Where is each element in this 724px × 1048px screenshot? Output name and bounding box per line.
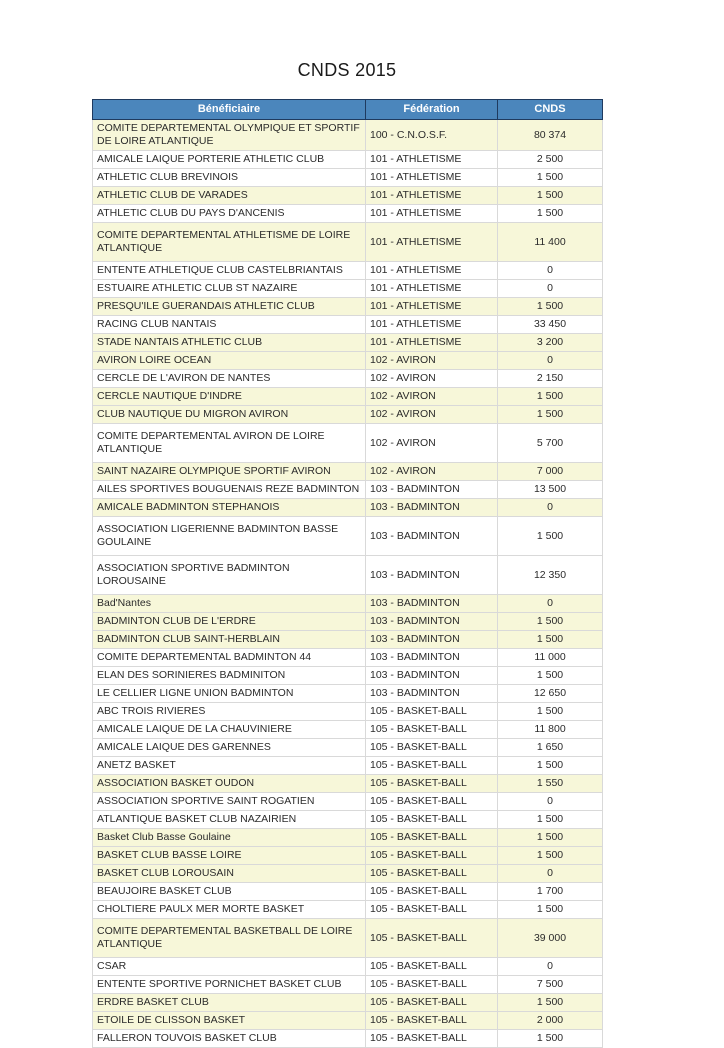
cell-cnds: 1 500 xyxy=(498,187,603,205)
cell-cnds: 1 500 xyxy=(498,757,603,775)
table-row xyxy=(93,1012,603,1030)
cell-cnds: 0 xyxy=(498,958,603,976)
table-row xyxy=(93,757,603,775)
table-row xyxy=(93,847,603,865)
table-row xyxy=(93,334,603,352)
cell-beneficiaire: RACING CLUB NANTAIS xyxy=(93,316,366,334)
cell-cnds: 13 500 xyxy=(498,481,603,499)
table-row xyxy=(93,667,603,685)
table-row xyxy=(93,958,603,976)
cell-cnds: 33 450 xyxy=(498,316,603,334)
cell-beneficiaire: ATHLETIC CLUB DU PAYS D'ANCENIS xyxy=(93,205,366,223)
cell-federation: 101 - ATHLETISME xyxy=(366,316,498,334)
cell-cnds: 1 650 xyxy=(498,739,603,757)
table-row xyxy=(93,739,603,757)
cell-beneficiaire: AVIRON LOIRE OCEAN xyxy=(93,352,366,370)
cell-federation: 105 - BASKET-BALL xyxy=(366,919,498,958)
cell-beneficiaire: COMITE DEPARTEMENTAL BADMINTON 44 xyxy=(93,649,366,667)
table-row xyxy=(93,811,603,829)
cell-federation: 105 - BASKET-BALL xyxy=(366,703,498,721)
cell-cnds: 0 xyxy=(498,595,603,613)
cell-cnds: 7 500 xyxy=(498,976,603,994)
cell-federation: 103 - BADMINTON xyxy=(366,631,498,649)
cell-cnds: 0 xyxy=(498,865,603,883)
cell-federation: 105 - BASKET-BALL xyxy=(366,739,498,757)
cell-federation: 101 - ATHLETISME xyxy=(366,334,498,352)
cell-beneficiaire: ANETZ BASKET xyxy=(93,757,366,775)
header-cnds: CNDS xyxy=(498,100,603,120)
cell-cnds: 0 xyxy=(498,793,603,811)
table-row xyxy=(93,901,603,919)
table-body xyxy=(93,120,603,1048)
cell-federation: 103 - BADMINTON xyxy=(366,556,498,595)
cell-beneficiaire: ABC TROIS RIVIERES xyxy=(93,703,366,721)
cell-beneficiaire: Basket Club Basse Goulaine xyxy=(93,829,366,847)
table-row xyxy=(93,463,603,481)
cell-cnds: 1 500 xyxy=(498,169,603,187)
table-row xyxy=(93,424,603,463)
table-row xyxy=(93,169,603,187)
cell-beneficiaire: AMICALE LAIQUE DES GARENNES xyxy=(93,739,366,757)
cell-cnds: 1 500 xyxy=(498,1030,603,1048)
table-row xyxy=(93,649,603,667)
cell-federation: 103 - BADMINTON xyxy=(366,481,498,499)
cell-beneficiaire: ASSOCIATION SPORTIVE BADMINTON LOROUSAINE xyxy=(93,556,366,595)
table-row xyxy=(93,352,603,370)
cell-cnds: 1 500 xyxy=(498,667,603,685)
cell-cnds: 11 800 xyxy=(498,721,603,739)
cell-beneficiaire: BADMINTON CLUB DE L'ERDRE xyxy=(93,613,366,631)
table-row xyxy=(93,865,603,883)
cell-beneficiaire: ENTENTE SPORTIVE PORNICHET BASKET CLUB xyxy=(93,976,366,994)
cell-federation: 103 - BADMINTON xyxy=(366,595,498,613)
cell-federation: 103 - BADMINTON xyxy=(366,649,498,667)
document-content xyxy=(92,60,602,1048)
cell-federation: 101 - ATHLETISME xyxy=(366,151,498,169)
table-row xyxy=(93,595,603,613)
cell-federation: 105 - BASKET-BALL xyxy=(366,994,498,1012)
cell-cnds: 2 500 xyxy=(498,151,603,169)
cell-federation: 101 - ATHLETISME xyxy=(366,262,498,280)
cell-cnds: 0 xyxy=(498,352,603,370)
cell-federation: 102 - AVIRON xyxy=(366,424,498,463)
table-row xyxy=(93,388,603,406)
table-row xyxy=(93,883,603,901)
cell-federation: 103 - BADMINTON xyxy=(366,517,498,556)
table-row xyxy=(93,994,603,1012)
cell-federation: 105 - BASKET-BALL xyxy=(366,757,498,775)
cell-federation: 101 - ATHLETISME xyxy=(366,280,498,298)
cell-beneficiaire: FALLERON TOUVOIS BASKET CLUB xyxy=(93,1030,366,1048)
cell-beneficiaire: LE CELLIER LIGNE UNION BADMINTON xyxy=(93,685,366,703)
cell-federation: 103 - BADMINTON xyxy=(366,685,498,703)
cell-federation: 101 - ATHLETISME xyxy=(366,187,498,205)
cell-beneficiaire: AILES SPORTIVES BOUGUENAIS REZE BADMINTON xyxy=(93,481,366,499)
cell-cnds: 1 500 xyxy=(498,205,603,223)
cell-federation: 105 - BASKET-BALL xyxy=(366,721,498,739)
cell-beneficiaire: COMITE DEPARTEMENTAL BASKETBALL DE LOIRE ATLANTIQUE xyxy=(93,919,366,958)
cell-beneficiaire: ELAN DES SORINIERES BADMINITON xyxy=(93,667,366,685)
table-row xyxy=(93,976,603,994)
cell-cnds: 0 xyxy=(498,499,603,517)
cell-federation: 101 - ATHLETISME xyxy=(366,298,498,316)
cell-federation: 101 - ATHLETISME xyxy=(366,223,498,262)
cell-beneficiaire: BADMINTON CLUB SAINT-HERBLAIN xyxy=(93,631,366,649)
cell-beneficiaire: ATHLETIC CLUB DE VARADES xyxy=(93,187,366,205)
cell-beneficiaire: ENTENTE ATHLETIQUE CLUB CASTELBRIANTAIS xyxy=(93,262,366,280)
table-row xyxy=(93,151,603,169)
cell-beneficiaire: SAINT NAZAIRE OLYMPIQUE SPORTIF AVIRON xyxy=(93,463,366,481)
cell-cnds: 5 700 xyxy=(498,424,603,463)
cell-cnds: 1 500 xyxy=(498,388,603,406)
table-row xyxy=(93,829,603,847)
table-row xyxy=(93,721,603,739)
cell-beneficiaire: BASKET CLUB LOROUSAIN xyxy=(93,865,366,883)
cell-federation: 105 - BASKET-BALL xyxy=(366,901,498,919)
table-header-row xyxy=(93,100,603,120)
table-row xyxy=(93,613,603,631)
cell-federation: 105 - BASKET-BALL xyxy=(366,1030,498,1048)
cell-federation: 105 - BASKET-BALL xyxy=(366,976,498,994)
cell-cnds: 0 xyxy=(498,280,603,298)
cell-beneficiaire: ASSOCIATION SPORTIVE SAINT ROGATIEN xyxy=(93,793,366,811)
table-row xyxy=(93,262,603,280)
cell-beneficiaire: ERDRE BASKET CLUB xyxy=(93,994,366,1012)
cell-cnds: 0 xyxy=(498,262,603,280)
cell-beneficiaire: Bad'Nantes xyxy=(93,595,366,613)
cell-cnds: 1 500 xyxy=(498,994,603,1012)
page-title: CNDS 2015 xyxy=(297,60,397,80)
cell-federation: 100 - C.N.O.S.F. xyxy=(366,120,498,151)
cell-federation: 105 - BASKET-BALL xyxy=(366,883,498,901)
table-row xyxy=(93,499,603,517)
cell-beneficiaire: BEAUJOIRE BASKET CLUB xyxy=(93,883,366,901)
cell-cnds: 1 500 xyxy=(498,703,603,721)
cell-cnds: 1 500 xyxy=(498,613,603,631)
cell-cnds: 1 500 xyxy=(498,298,603,316)
cell-federation: 103 - BADMINTON xyxy=(366,667,498,685)
cell-beneficiaire: ASSOCIATION BASKET OUDON xyxy=(93,775,366,793)
cell-cnds: 1 500 xyxy=(498,406,603,424)
cell-beneficiaire: COMITE DEPARTEMENTAL ATHLETISME DE LOIRE ATLANTIQUE xyxy=(93,223,366,262)
cell-beneficiaire: PRESQU'ILE GUERANDAIS ATHLETIC CLUB xyxy=(93,298,366,316)
cell-cnds: 7 000 xyxy=(498,463,603,481)
cell-cnds: 12 350 xyxy=(498,556,603,595)
cell-cnds: 1 500 xyxy=(498,631,603,649)
cell-federation: 101 - ATHLETISME xyxy=(366,205,498,223)
cell-cnds: 1 500 xyxy=(498,829,603,847)
cell-federation: 105 - BASKET-BALL xyxy=(366,865,498,883)
table-row xyxy=(93,187,603,205)
cell-cnds: 12 650 xyxy=(498,685,603,703)
cell-beneficiaire: ATLANTIQUE BASKET CLUB NAZAIRIEN xyxy=(93,811,366,829)
table-row xyxy=(93,685,603,703)
cell-beneficiaire: ASSOCIATION LIGERIENNE BADMINTON BASSE GOULAINE xyxy=(93,517,366,556)
table-row xyxy=(93,703,603,721)
table-row xyxy=(93,517,603,556)
cell-federation: 102 - AVIRON xyxy=(366,388,498,406)
cell-cnds: 11 000 xyxy=(498,649,603,667)
table-row xyxy=(93,223,603,262)
cell-federation: 102 - AVIRON xyxy=(366,352,498,370)
cell-beneficiaire: COMITE DEPARTEMENTAL OLYMPIQUE ET SPORTIF DE LOIRE ATLANTIQUE xyxy=(93,120,366,151)
table-row xyxy=(93,556,603,595)
cell-beneficiaire: COMITE DEPARTEMENTAL AVIRON DE LOIRE ATLANTIQUE xyxy=(93,424,366,463)
cell-cnds: 1 550 xyxy=(498,775,603,793)
cell-federation: 103 - BADMINTON xyxy=(366,613,498,631)
cell-cnds: 1 700 xyxy=(498,883,603,901)
cell-beneficiaire: ESTUAIRE ATHLETIC CLUB ST NAZAIRE xyxy=(93,280,366,298)
table-row xyxy=(93,775,603,793)
cell-cnds: 39 000 xyxy=(498,919,603,958)
cell-federation: 101 - ATHLETISME xyxy=(366,169,498,187)
cell-beneficiaire: AMICALE LAIQUE PORTERIE ATHLETIC CLUB xyxy=(93,151,366,169)
table-row xyxy=(93,406,603,424)
cell-beneficiaire: CERCLE DE L'AVIRON DE NANTES xyxy=(93,370,366,388)
cell-beneficiaire: ATHLETIC CLUB BREVINOIS xyxy=(93,169,366,187)
table-row xyxy=(93,370,603,388)
table-row xyxy=(93,793,603,811)
cell-federation: 102 - AVIRON xyxy=(366,370,498,388)
table-row xyxy=(93,280,603,298)
header-beneficiaire: Bénéficiaire xyxy=(93,100,366,120)
cell-federation: 102 - AVIRON xyxy=(366,406,498,424)
cell-beneficiaire: AMICALE BADMINTON STEPHANOIS xyxy=(93,499,366,517)
cell-federation: 105 - BASKET-BALL xyxy=(366,1012,498,1030)
table-row xyxy=(93,316,603,334)
cell-beneficiaire: STADE NANTAIS ATHLETIC CLUB xyxy=(93,334,366,352)
header-federation: Fédération xyxy=(366,100,498,120)
cell-beneficiaire: CERCLE NAUTIQUE D'INDRE xyxy=(93,388,366,406)
cell-cnds: 2 000 xyxy=(498,1012,603,1030)
table-row xyxy=(93,205,603,223)
cell-cnds: 3 200 xyxy=(498,334,603,352)
cell-cnds: 1 500 xyxy=(498,847,603,865)
cnds-table xyxy=(92,99,603,1048)
cell-federation: 105 - BASKET-BALL xyxy=(366,847,498,865)
cell-beneficiaire: AMICALE LAIQUE DE LA CHAUVINIERE xyxy=(93,721,366,739)
cell-cnds: 80 374 xyxy=(498,120,603,151)
cell-cnds: 11 400 xyxy=(498,223,603,262)
cell-cnds: 1 500 xyxy=(498,901,603,919)
cell-federation: 105 - BASKET-BALL xyxy=(366,775,498,793)
cell-federation: 105 - BASKET-BALL xyxy=(366,793,498,811)
table-row xyxy=(93,298,603,316)
cell-beneficiaire: BASKET CLUB BASSE LOIRE xyxy=(93,847,366,865)
table-row xyxy=(93,631,603,649)
cell-federation: 105 - BASKET-BALL xyxy=(366,829,498,847)
cell-cnds: 2 150 xyxy=(498,370,603,388)
table-row xyxy=(93,481,603,499)
cell-federation: 102 - AVIRON xyxy=(366,463,498,481)
cell-beneficiaire: CHOLTIERE PAULX MER MORTE BASKET xyxy=(93,901,366,919)
table-row xyxy=(93,1030,603,1048)
cell-federation: 105 - BASKET-BALL xyxy=(366,958,498,976)
cell-cnds: 1 500 xyxy=(498,811,603,829)
cell-federation: 103 - BADMINTON xyxy=(366,499,498,517)
cell-beneficiaire: CSAR xyxy=(93,958,366,976)
cell-beneficiaire: CLUB NAUTIQUE DU MIGRON AVIRON xyxy=(93,406,366,424)
cell-beneficiaire: ETOILE DE CLISSON BASKET xyxy=(93,1012,366,1030)
cell-federation: 105 - BASKET-BALL xyxy=(366,811,498,829)
table-row xyxy=(93,919,603,958)
table-row xyxy=(93,120,603,151)
cell-cnds: 1 500 xyxy=(498,517,603,556)
